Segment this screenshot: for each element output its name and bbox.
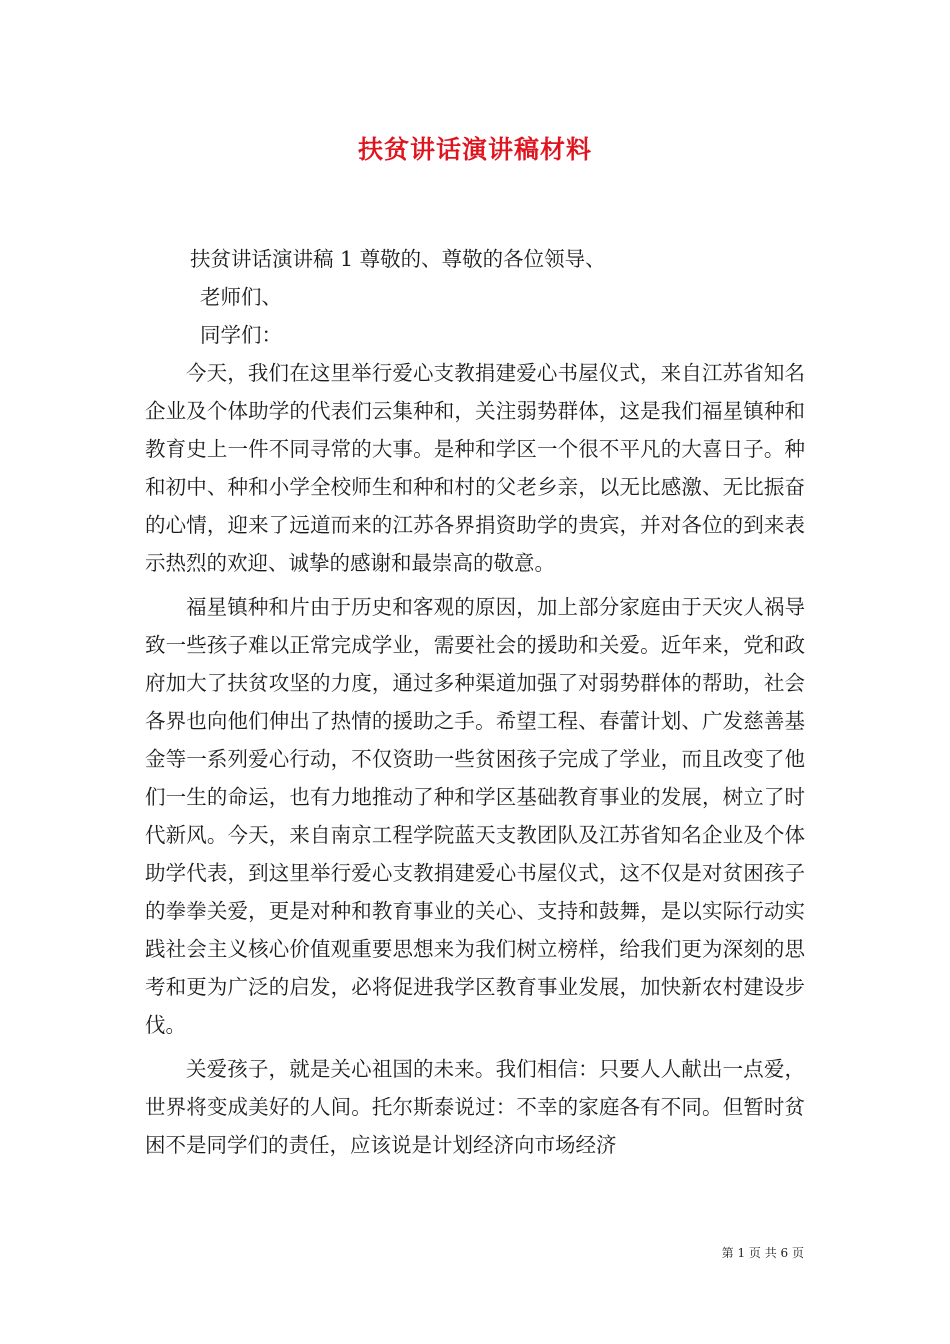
opening-line-students: 同学们： [200, 323, 282, 347]
opening-line-greeting: 扶贫讲话演讲稿 1 尊敬的、尊敬的各位领导、 [190, 247, 606, 271]
paragraph-background: 福星镇种和片由于历史和客观的原因，加上部分家庭由于天灾人祸导致一些孩子难以正常完成学业，需要社会的援助和关爱。近年来，党和政府加大了扶贫攻坚的力度，通过多种渠道加强了对弱势群体的帮助，社会各界也向他们伸出了热情的援助之手。希望工程、春蕾计划、广发慈善基金等一系列爱心行动，不仅资助一些贫困孩子完成了学业，而且改变了他们一生的命运，也有力地推动了种和学区基础教育事业的发展，树立了时代新风。今天，来自南京工程学院蓝天支教团队及江苏省知名企业及个体助学代表，到这里举行爱心支教捐建爱心书屋仪式，这不仅是对贫困孩子的拳拳关爱，更是对种和教育事业的关心、支持和鼓舞，是以实际行动实践社会主义核心价值观重要思想来为我们树立榜样，给我们更为深刻的思考和更为广泛的启发，必将促进我学区教育事业发展，加快新农村建设步伐。 [145, 595, 805, 1037]
page-number: 第 1 页 共 6 页 [721, 1246, 804, 1260]
paragraph-welcome: 今天，我们在这里举行爱心支教捐建爱心书屋仪式，来自江苏省知名企业及个体助学的代表们云集种和，关注弱势群体，这是我们福星镇种和教育史上一件不同寻常的大事。是种和学区一个很不平凡的大喜日子。种和初中、种和小学全校师生和种和村的父老乡亲，以无比感激、无比振奋的心情，迎来了远道而来的江苏各界捐资助学的贵宾，并对各位的到来表示热烈的欢迎、诚挚的感谢和最崇高的敬意。 [145, 361, 805, 575]
paragraph-care-children: 关爱孩子，就是关心祖国的未来。我们相信：只要人人献出一点爱，世界将变成美好的人间。托尔斯泰说过：不幸的家庭各有不同。但暂时贫困不是同学们的责任，应该说是计划经济向市场经济 [145, 1057, 805, 1157]
opening-line-teachers: 老师们、 [200, 285, 282, 309]
document-body [145, 240, 805, 1164]
document-title: 扶贫讲话演讲稿材料 [357, 135, 592, 164]
